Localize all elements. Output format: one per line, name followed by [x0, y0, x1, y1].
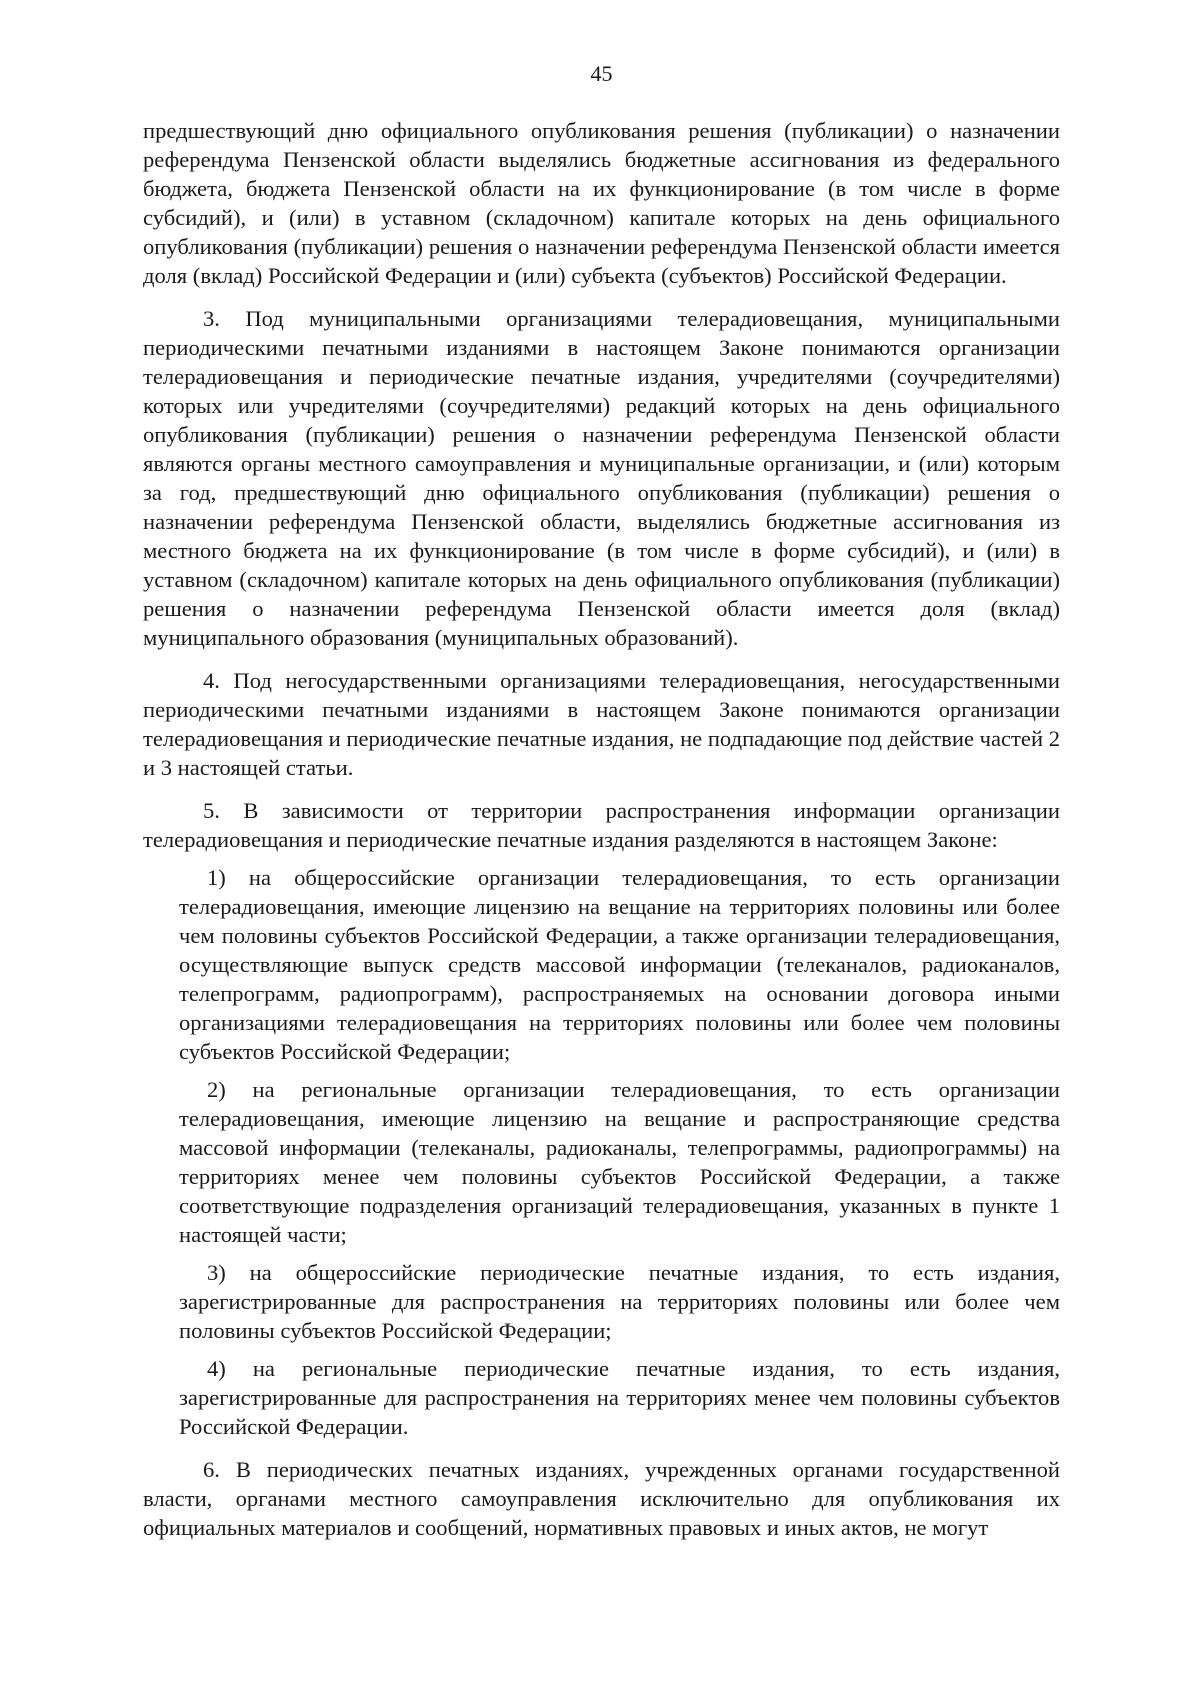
- paragraph-5-territory-classification: 5. В зависимости от территории распространения информации организации телерадиовещания и периодические печатные издания разделяются в настоящем Законе:: [143, 798, 1060, 852]
- subitem-3-all-russian-print: 3) на общероссийские периодические печатные издания, то есть издания, зарегистрированные для распространения на территориях половины или более чем половины субъектов Российской Федерации;: [179, 1260, 1060, 1343]
- subitem-2-regional-broadcasting: 2) на региональные организации телерадиовещания, то есть организации телерадиовещания, имеющие лицензию на вещание и распространяющие средства массовой информации (телеканалы, радиоканалы, телепрограммы, радиопрограммы) на территориях менее чем половины субъектов Российской Федерации, а также соответствующие подразделения организаций телерадиовещания, указанных в пункте 1 настоящей части;: [179, 1077, 1060, 1247]
- paragraph-6-official-publications: 6. В периодических печатных изданиях, учрежденных органами государственной власти, органами местного самоуправления исключительно для опубликования их официальных материалов и сообщений, нормативных правовых и иных актов, не могут: [143, 1457, 1060, 1540]
- paragraph-continuation: предшествующий дню официального опубликования решения (публикации) о назначении референдума Пензенской области выделялись бюджетные ассигнования из федерального бюджета, бюджета Пензенской области на их функционирование (в том числе в форме субсидий), и (или) в уставном (складочном) капитале которых на день официального опубликования (публикации) решения о назначении референдума Пензенской области имеется доля (вклад) Российской Федерации и (или) субъекта (субъектов) Российской Федерации.: [143, 118, 1060, 288]
- subitem-4-regional-print: 4) на региональные периодические печатные издания, то есть издания, зарегистрированные для распространения на территориях менее чем половины субъектов Российской Федерации.: [179, 1356, 1060, 1439]
- paragraph-4-non-state-organizations: 4. Под негосударственными организациями телерадиовещания, негосударственными периодическими печатными изданиями в настоящем Законе понимаются организации телерадиовещания и периодические печатные издания, не подпадающие под действие частей 2 и 3 настоящей статьи.: [143, 668, 1060, 780]
- subitem-1-all-russian-broadcasting: 1) на общероссийские организации телерадиовещания, то есть организации телерадиовещания, имеющие лицензию на вещание на территориях половины или более чем половины субъектов Российской Федерации, а также организации телерадиовещания, осуществляющие выпуск средств массовой информации (телеканалов, радиоканалов, телепрограмм, радиопрограмм), распространяемых на основании договора иными организациями телерадиовещания на территориях половины или более чем половины субъектов Российской Федерации;: [179, 865, 1060, 1064]
- document-page: [143, 60, 1060, 1542]
- page-number: 45: [590, 61, 613, 86]
- paragraph-3-municipal-organizations: 3. Под муниципальными организациями телерадиовещания, муниципальными периодическими печатными изданиями в настоящем Законе понимаются организации телерадиовещания и периодические печатные издания, учредителями (соучредителями) которых или учредителями (соучредителями) редакций которых на день официального опубликования (публикации) решения о назначении референдума Пензенской области являются органы местного самоуправления и муниципальные организации, и (или) которым за год, предшествующий дню официального опубликования (публикации) решения о назначении референдума Пензенской области, выделялись бюджетные ассигнования из местного бюджета на их функционирование (в том числе в форме субсидий), и (или) в уставном (складочном) капитале которых на день официального опубликования (публикации) решения о назначении референдума Пензенской области имеется доля (вклад) муниципального образования (муниципальных образований).: [143, 306, 1060, 650]
